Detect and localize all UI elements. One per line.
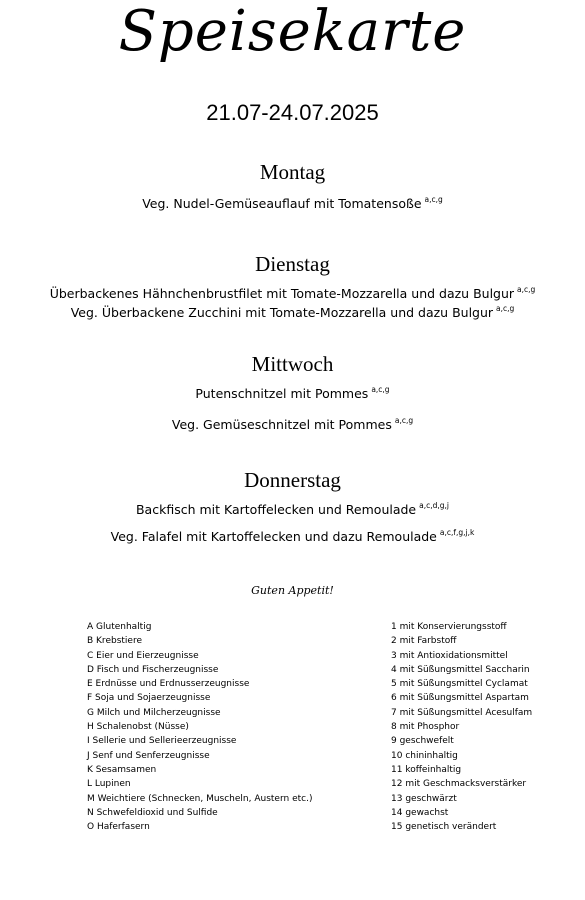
additive-legend [391,620,532,834]
dish-item [0,304,585,320]
legend-item: N Schwefeldioxid und Sulfide [87,807,218,818]
dish-text: Backfisch mit Kartoffelecken und Remoulade [135,502,417,517]
legend-item: 10 chininhaltig [391,750,458,761]
dish-text: Veg. Falafel mit Kartoffelecken und dazu Remoulade [110,529,437,544]
dish-text: Überbackenes Hähnchenbrustfilet mit Tomate-Mozzarella und dazu Bulgur [49,286,515,301]
legend-item: 14 gewachst [391,807,449,818]
day-heading-dienstag: Dienstag [255,252,330,276]
legend-item: I Sellerie und Sellerieerzeugnisse [87,736,237,747]
allergen-codes: a,c,g [394,416,414,425]
legend-item: 12 mit Geschmacksverstärker [391,779,527,790]
legend-item: 3 mit Antioxidationsmittel [391,650,508,661]
allergen-codes: a,c,g [496,304,515,313]
legend-item: 4 mit Süßungsmittel Saccharin [391,664,530,675]
legend-item: G Milch und Milcherzeugnisse [87,707,221,718]
legend-item: 7 mit Süßungsmittel Acesulfam [391,707,533,718]
allergen-legend [87,620,312,834]
legend-item: 9 geschwefelt [391,736,454,747]
legend-item: A Glutenhaltig [87,622,152,632]
day-heading-montag: Montag [259,160,326,184]
dish-item [0,385,585,401]
legend-item: L Lupinen [87,779,131,790]
legend-item: J Senf und Senferzeugnisse [87,750,210,761]
dish-item [0,528,585,544]
legend-item: 6 mit Süßungsmittel Aspartam [391,693,529,704]
legend-item: B Krebstiere [87,636,142,647]
dish-item [0,416,585,432]
legend-item: O Haferfasern [87,822,150,833]
legend-item: 5 mit Süßungsmittel Cyclamat [391,679,528,690]
dish-item [0,285,585,301]
legend-item: D Fisch und Fischerzeugnisse [87,664,219,675]
allergen-codes: a,c,g [517,285,536,294]
legend-item: E Erdnüsse und Erdnusserzeugnisse [87,679,250,690]
legend-item: 2 mit Farbstoff [391,636,457,647]
dish-item [0,501,585,517]
legend-item: 8 mit Phosphor [391,722,460,733]
closing-text: Guten Appetit! [251,584,334,597]
day-heading-donnerstag: Donnerstag [244,468,341,492]
day-heading-mittwoch: Mittwoch [251,352,334,376]
dish-item [0,195,585,211]
date-range: 21.07-24.07.2025 [206,100,379,125]
allergen-codes: a,c,d,g,j [419,501,449,510]
menu-title: Speisekarte [118,0,467,64]
legend-item: 11 koffeinhaltig [391,764,462,775]
legend-item: F Soja und Sojaerzeugnisse [87,693,211,704]
legend-item: M Weichtiere (Schnecken, Muscheln, Austern etc.) [87,793,313,804]
allergen-codes: a,c,g [371,385,390,394]
dish-text: Veg. Überbackene Zucchini mit Tomate-Mozzarella und dazu Bulgur [70,305,494,320]
legend-item: 15 genetisch verändert [391,822,497,833]
legend-item: H Schalenobst (Nüsse) [87,722,189,733]
allergen-codes: a,c,g [424,195,443,204]
legend-item: 13 geschwärzt [391,793,457,804]
legend-item: C Eier und Eierzeugnisse [87,650,199,661]
legend-item: K Sesamsamen [87,764,157,775]
dish-text: Veg. Nudel-Gemüseauflauf mit Tomatensoße [142,196,422,211]
dish-text: Putenschnitzel mit Pommes [195,386,369,401]
legend-item: 1 mit Konservierungsstoff [391,622,507,632]
dish-text: Veg. Gemüseschnitzel mit Pommes [171,417,392,432]
allergen-codes: a,c,f,g,j,k [439,528,475,537]
